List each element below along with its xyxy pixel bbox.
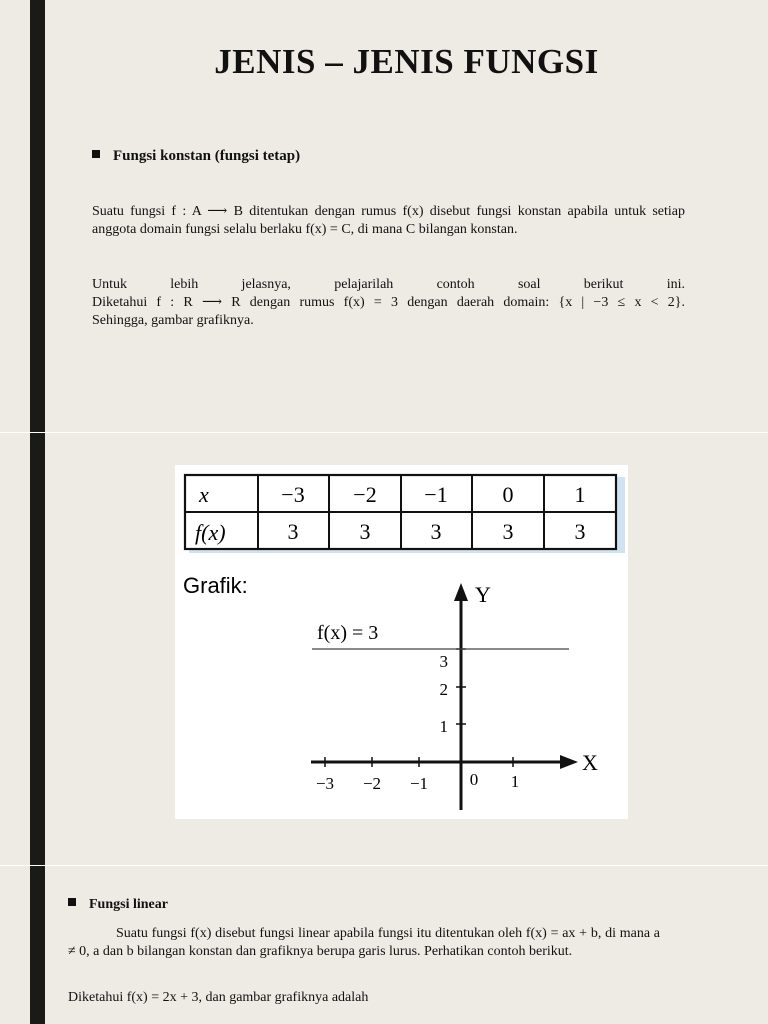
bullet-square-icon <box>68 898 76 906</box>
table-cell-fx: 3 <box>430 519 442 544</box>
example-line: Sehingga, gambar grafiknya. <box>92 313 254 328</box>
slide-separator <box>0 865 768 866</box>
x-axis-label: X <box>582 750 598 775</box>
table-cell-fx: 3 <box>574 519 586 544</box>
x-tick-label: 0 <box>469 770 479 789</box>
slide-separator <box>0 432 768 433</box>
y-tick-label: 3 <box>439 652 448 671</box>
page-title: JENIS – JENIS FUNGSI <box>214 42 599 81</box>
x-axis-arrow-icon <box>560 755 578 769</box>
definition-paragraph: Suatu fungsi f : A ⟶ B ditentukan dengan rumus f(x) disebut fungsi konstan apabila untuk setiap anggota domain fungsi selalu berlaku f(x) = C, di mana C bilangan konstan. <box>92 204 685 237</box>
x-tick-label: 1 <box>510 772 520 791</box>
heading-text: Fungsi konstan (fungsi tetap) <box>113 148 301 164</box>
function-label: f(x) = 3 <box>317 622 379 644</box>
y-tick-label: 2 <box>439 680 448 699</box>
bullet-heading-konstan <box>92 148 300 165</box>
function-figure <box>175 465 628 819</box>
y-axis-label: Y <box>475 582 491 607</box>
bullet-heading-linear <box>68 897 168 913</box>
linear-definition-paragraph: Suatu fungsi f(x) disebut fungsi linear apabila fungsi itu ditentukan oleh f(x) = ax + b, di mana a ≠ 0, a dan b bilangan konstan dan grafiknya berupa garis lurus. Perhatikan contoh berikut. <box>68 926 660 959</box>
table-cell-x: −1 <box>424 482 448 507</box>
table-and-graph <box>175 465 628 819</box>
heading-text: Fungsi linear <box>89 897 168 912</box>
x-tick-label: −3 <box>315 774 335 793</box>
table-header-x: x <box>199 482 209 507</box>
table-cell-fx: 3 <box>359 519 371 544</box>
table-cell-x: −2 <box>353 482 377 507</box>
left-accent-bar <box>30 0 45 1024</box>
table-cell-fx: 3 <box>287 519 299 544</box>
table-header-fx: f(x) <box>195 520 226 545</box>
y-tick-label: 1 <box>439 717 448 736</box>
example-paragraph <box>92 276 685 330</box>
bullet-square-icon <box>92 150 100 158</box>
y-axis-arrow-icon <box>454 583 468 601</box>
table-cell-fx: 3 <box>502 519 514 544</box>
example-line: Untuk lebih jelasnya, pelajarilah contoh soal berikut ini. <box>92 277 685 292</box>
grafik-label: Grafik: <box>183 573 248 598</box>
example-line: Diketahui f : R ⟶ R dengan rumus f(x) = 3 dengan daerah domain: {x | −3 ≤ x < 2}. <box>92 295 685 310</box>
x-tick-label: −1 <box>409 774 429 793</box>
table-cell-x: 1 <box>574 482 586 507</box>
x-tick-label: −2 <box>362 774 382 793</box>
linear-example-paragraph: Diketahui f(x) = 2x + 3, dan gambar grafiknya adalah <box>68 990 369 1005</box>
table-cell-x: −3 <box>281 482 305 507</box>
table-cell-x: 0 <box>502 482 514 507</box>
